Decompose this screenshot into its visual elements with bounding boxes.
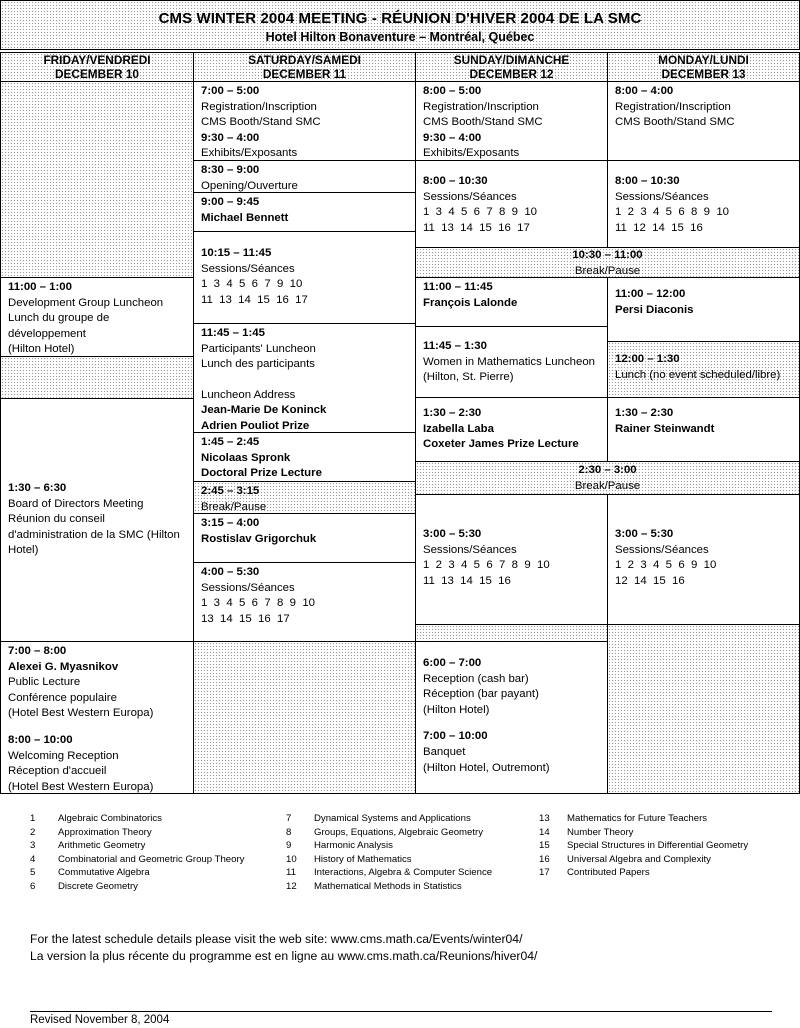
legend-item: 9 Harmonic Analysis: [286, 840, 393, 852]
legend-item: 17 Contributed Papers: [539, 867, 650, 879]
event-line: Development Group Luncheon: [8, 296, 164, 309]
saturday-lunch: [193, 323, 416, 433]
session-numbers: 1 3 4 5 6 7 9 10: [201, 278, 303, 291]
session-numbers: 1 3 4 5 6 7 8 9 10: [201, 597, 315, 610]
event-time: 3:15 – 4:00: [201, 517, 260, 529]
event-line: Exhibits/Exposants: [201, 147, 298, 160]
sunday-registration: [415, 81, 608, 161]
speaker-name: Michael Bennett: [201, 211, 289, 224]
session-numbers: 13 14 15 16 17: [201, 612, 290, 625]
saturday-break: [193, 481, 416, 514]
session-numbers: 12 14 15 16: [615, 574, 685, 587]
event-time: 4:00 – 5:30: [201, 566, 260, 578]
event-line: d'administration de la SMC (Hilton: [8, 528, 180, 541]
speaker-name: François Lalonde: [423, 296, 518, 309]
website-line-french: La version la plus récente du programme est en ligne au www.cms.math.ca/Reunions/hiver04/: [30, 949, 538, 963]
prize-name: Doctoral Prize Lecture: [201, 467, 322, 480]
event-time: 11:00 – 11:45: [423, 281, 493, 293]
legend-item: 16 Universal Algebra and Complexity: [539, 853, 711, 865]
event-time: 1:30 – 2:30: [615, 407, 674, 419]
speaker-name: Nicolaas Spronk: [201, 451, 291, 464]
event-time: 1:30 – 2:30: [423, 407, 482, 419]
friday-empty-morning: [0, 81, 194, 278]
monday-sessions-afternoon: [607, 494, 800, 625]
event-line: Public Lecture: [8, 676, 81, 689]
legend-item: 14 Number Theory: [539, 826, 634, 838]
event-line: développement: [8, 327, 86, 340]
speaker-name: Persi Diaconis: [615, 303, 694, 316]
event-time: 10:15 – 11:45: [201, 247, 272, 259]
sunday-monday-break-afternoon: [415, 461, 800, 495]
event-time: 8:00 – 10:30: [423, 175, 488, 187]
event-line: Break/Pause: [201, 500, 267, 513]
event-line: (Hilton Hotel): [8, 343, 75, 356]
legend-item: 12 Mathematical Methods in Statistics: [286, 880, 462, 892]
sunday-lalonde: [415, 277, 608, 327]
event-time: 11:00 – 1:00: [8, 281, 72, 293]
day-name: MONDAY/LUNDI: [658, 53, 749, 67]
event-time: 3:00 – 5:30: [423, 528, 482, 540]
event-line: Sessions/Séances: [615, 543, 709, 556]
event-line: Registration/Inscription: [423, 100, 539, 113]
sunday-women-luncheon: [415, 326, 608, 398]
event-time: 1:45 – 2:45: [201, 436, 260, 448]
event-line: Reception (cash bar): [423, 672, 529, 685]
legend-item: 15 Special Structures in Differential Geometry: [539, 840, 749, 852]
day-date: DECEMBER 12: [469, 67, 554, 81]
monday-diaconis: [607, 277, 800, 342]
saturday-registration: [193, 81, 416, 161]
event-line: Réception (bar payant): [423, 688, 539, 701]
page-title: CMS WINTER 2004 MEETING - RÉUNION D'HIVER 2004 DE LA SMC: [158, 10, 642, 27]
legend-item: 2 Approximation Theory: [30, 826, 152, 838]
event-line: (Hilton Hotel): [423, 703, 490, 716]
session-numbers: 1 2 3 4 5 6 9 10: [615, 559, 717, 572]
event-time: 11:00 – 12:00: [615, 288, 686, 300]
session-numbers: 11 12 14 15 16: [615, 221, 703, 234]
event-line: Opening/Ouverture: [201, 179, 298, 192]
friday-evening-block: [0, 641, 194, 794]
legend-item: 7 Dynamical Systems and Applications: [286, 813, 471, 824]
event-line: Registration/Inscription: [201, 100, 317, 113]
legend-item: 6 Discrete Geometry: [30, 880, 138, 892]
event-line: Board of Directors Meeting: [8, 497, 144, 510]
day-header-monday: [607, 52, 800, 82]
monday-empty-evening: [607, 624, 800, 794]
event-line: Réception d'accueil: [8, 765, 107, 778]
legend-column-3: [539, 812, 748, 880]
day-date: DECEMBER 10: [55, 67, 139, 81]
monday-lunch: [607, 341, 800, 398]
event-line: Sessions/Séances: [615, 190, 709, 203]
event-line: Lunch du groupe de: [8, 312, 110, 325]
day-date: DECEMBER 13: [661, 67, 746, 81]
event-line: Réunion du conseil: [8, 513, 105, 526]
event-time: 11:45 – 1:30: [423, 340, 487, 352]
legend-column-1: [30, 812, 244, 894]
prize-name: Adrien Pouliot Prize: [201, 419, 310, 432]
website-line-english: For the latest schedule details please visit the web site: www.cms.math.ca/Events/winter04/: [30, 932, 523, 946]
day-name: SATURDAY/SAMEDI: [248, 53, 361, 67]
saturday-spronk: [193, 432, 416, 482]
session-numbers: 11 13 14 15 16: [423, 574, 511, 587]
session-numbers: 11 13 14 15 16 17: [201, 293, 308, 306]
event-line: Sessions/Séances: [201, 262, 295, 275]
speaker-name: Alexei G. Myasnikov: [8, 660, 119, 673]
day-header-friday: [0, 52, 194, 82]
sunday-sessions-morning: [415, 160, 608, 248]
event-line: Break/Pause: [574, 264, 641, 277]
sunday-evening: [415, 641, 608, 794]
event-line: Break/Pause: [574, 479, 641, 492]
event-line: Banquet: [423, 745, 466, 758]
speaker-name: Rainer Steinwandt: [615, 422, 715, 435]
legend-item: 4 Combinatorial and Geometric Group Theory: [30, 853, 245, 865]
event-line: Conférence populaire: [8, 691, 117, 704]
event-line: Luncheon Address: [201, 388, 296, 401]
legend-item: 3 Arithmetic Geometry: [30, 840, 146, 852]
header-banner: [0, 0, 800, 50]
event-line: CMS Booth/Stand SMC: [615, 116, 735, 129]
session-numbers: 11 13 14 15 16 17: [423, 221, 530, 234]
monday-steinwandt: [607, 397, 800, 462]
event-line: Sessions/Séances: [201, 581, 295, 594]
day-date: DECEMBER 11: [262, 67, 347, 81]
event-time: 8:00 – 10:00: [8, 733, 73, 746]
saturday-sessions-afternoon: [193, 562, 416, 642]
event-time: 12:00 – 1:30: [615, 353, 680, 365]
event-time: 11:45 – 1:45: [201, 327, 265, 339]
event-time: 3:00 – 5:30: [615, 528, 674, 540]
page-subtitle: Hotel Hilton Bonaventure – Montréal, Québec: [265, 30, 535, 44]
day-name: FRIDAY/VENDREDI: [43, 53, 151, 67]
monday-sessions-morning: [607, 160, 800, 248]
legend-item: 10 History of Mathematics: [286, 853, 412, 865]
legend-item: 8 Groups, Equations, Algebraic Geometry: [286, 826, 484, 838]
event-time: 9:30 – 4:00: [201, 131, 260, 144]
event-time: 8:30 – 9:00: [201, 164, 260, 176]
event-time: 9:30 – 4:00: [423, 131, 482, 144]
event-time: 2:45 – 3:15: [201, 485, 260, 497]
event-time: 2:30 – 3:00: [578, 464, 637, 476]
friday-empty-midday: [0, 356, 194, 399]
event-line: (Hotel Best Western Europa): [8, 780, 154, 793]
event-time: 7:00 – 8:00: [8, 645, 67, 657]
event-line: Welcoming Reception: [8, 749, 119, 762]
event-line: Sessions/Séances: [423, 190, 517, 203]
event-line: Women in Mathematics Luncheon: [423, 355, 596, 368]
event-line: Sessions/Séances: [423, 543, 517, 556]
event-time: 6:00 – 7:00: [423, 657, 482, 669]
legend-item: 11 Interactions, Algebra & Computer Science: [286, 867, 493, 879]
event-line: CMS Booth/Stand SMC: [201, 116, 321, 129]
session-numbers: 1 2 3 4 5 6 8 9 10: [615, 206, 729, 219]
speaker-name: Izabella Laba: [423, 422, 494, 435]
event-line: CMS Booth/Stand SMC: [423, 116, 543, 129]
friday-lunch-block: [0, 277, 194, 357]
sunday-sessions-afternoon: [415, 494, 608, 625]
sunday-monday-break-morning: [415, 247, 800, 278]
event-line: Exhibits/Exposants: [423, 147, 520, 160]
friday-board-block: [0, 398, 194, 642]
event-line: Hotel): [8, 544, 39, 557]
revised-date: Revised November 8, 2004: [30, 1014, 170, 1026]
saturday-sessions-morning: [193, 231, 416, 324]
footer-divider: [30, 1011, 772, 1012]
event-line: (Hotel Best Western Europa): [8, 707, 154, 720]
monday-registration: [607, 81, 800, 161]
event-time: 8:00 – 4:00: [615, 85, 674, 97]
schedule-grid: [0, 52, 800, 794]
event-time: 8:00 – 10:30: [615, 175, 680, 187]
day-header-sunday: [415, 52, 608, 82]
legend-item: 5 Commutative Algebra: [30, 867, 150, 879]
day-name: SUNDAY/DIMANCHE: [453, 53, 570, 67]
speaker-name: Jean-Marie De Koninck: [201, 404, 327, 417]
website-notice: [30, 931, 537, 965]
event-time: 8:00 – 5:00: [423, 85, 482, 97]
event-time: 7:00 – 5:00: [201, 85, 260, 97]
saturday-empty-evening: [193, 641, 416, 794]
event-time: 7:00 – 10:00: [423, 730, 488, 743]
event-time: 1:30 – 6:30: [8, 482, 67, 494]
prize-name: Coxeter James Prize Lecture: [423, 438, 579, 451]
event-time: 9:00 – 9:45: [201, 196, 260, 208]
session-numbers: 1 2 3 4 5 6 7 8 9 10: [423, 559, 550, 572]
sunday-laba: [415, 397, 608, 462]
event-line: (Hilton Hotel, Outremont): [423, 761, 550, 774]
day-header-saturday: [193, 52, 416, 82]
event-line: (Hilton, St. Pierre): [423, 371, 514, 384]
legend-item: 13 Mathematics for Future Teachers: [539, 813, 708, 824]
saturday-opening: [193, 160, 416, 193]
event-time: 10:30 – 11:00: [572, 249, 643, 261]
event-line: Lunch (no event scheduled/libre): [615, 368, 781, 381]
saturday-bennett: [193, 192, 416, 232]
legend-column-2: [286, 812, 492, 894]
legend-item: 1 Algebraic Combinatorics: [30, 813, 162, 824]
session-numbers: 1 3 4 5 6 7 8 9 10: [423, 206, 537, 219]
event-line: Registration/Inscription: [615, 100, 731, 113]
saturday-grigorchuk: [193, 513, 416, 563]
sunday-empty-gap: [415, 624, 608, 642]
speaker-name: Rostislav Grigorchuk: [201, 532, 317, 545]
event-line: Lunch des participants: [201, 358, 315, 371]
event-line: Participants' Luncheon: [201, 342, 316, 355]
